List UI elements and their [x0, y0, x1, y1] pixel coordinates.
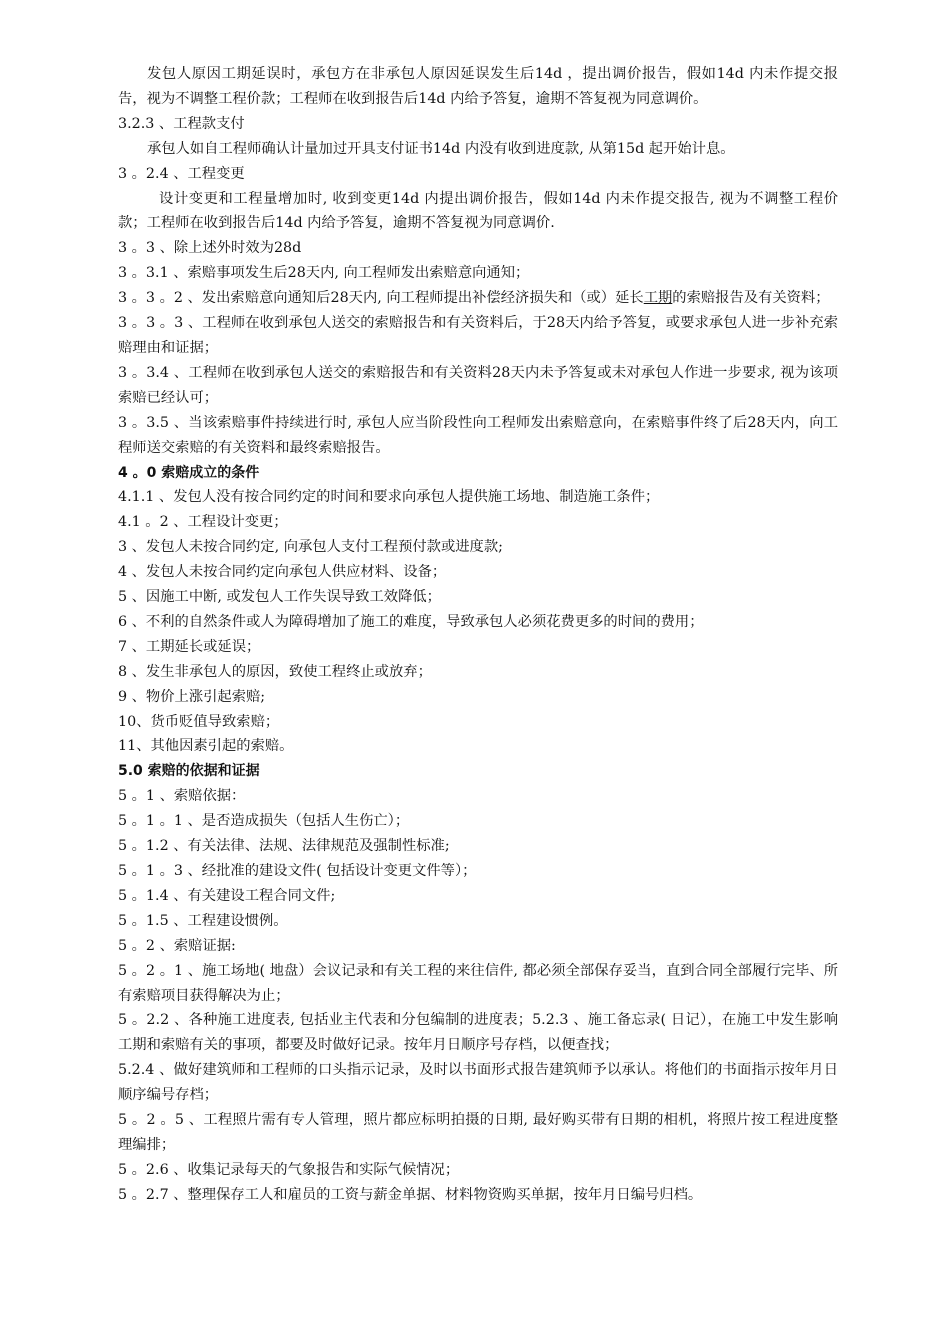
paragraph-design-change: 设计变更和工程量增加时, 收到变更14d 内提出调价报告，假如14d 内未作提交报告, 视为不调整工程价款；工程师在收到报告后14d 内给予答复，逾期不答复视为同意调价.	[118, 190, 838, 232]
evidence-5-2-7: 5 。2.7 、整理保存工人和雇员的工资与薪金单据、材料物资购买单据，按年月日编号归档。	[118, 1186, 703, 1203]
condition-9: 9 、物价上涨引起索赔;	[118, 688, 266, 705]
condition-7: 7 、工期延长或延误；	[118, 638, 261, 655]
basis-5-1-1: 5 。1 。1 、是否造成损失（包括人生伤亡）；	[118, 813, 410, 830]
section-3-3-2	[118, 286, 838, 311]
section-3-3-3: 3 。3 。3 、工程师在收到承包人送交的索赔报告和有关资料后，于28天内给予答复，或要求承包人进一步补充索赔理由和证据；	[118, 315, 838, 356]
document-body	[118, 62, 838, 1208]
paragraph-payment: 承包人如自工程师确认计量加过开具支付证书14d 内没有收到进度款, 从第15d 起开始计息。	[147, 140, 735, 157]
basis-5-1-5: 5 。1.5 、工程建设惯例。	[118, 912, 288, 929]
section-3-3-2-text-a: 3 。3 。2 、发出索赔意向通知后28天内, 向工程师提出补偿经济损失和（或）延长	[118, 290, 644, 307]
section-3-3-2-text-b: 的索赔报告及有关资料；	[672, 290, 830, 307]
basis-5-1-2: 5 。1.2 、有关法律、法规、法律规范及强制性标准;	[118, 838, 450, 855]
condition-4-1-2: 4.1 。2 、工程设计变更；	[118, 514, 288, 531]
condition-8: 8 、发生非承包人的原因，致使工程终止或放弃；	[118, 663, 432, 680]
section-4-heading: 4 。0 索赔成立的条件	[118, 464, 260, 481]
section-3-3-5: 3 。3.5 、当该索赔事件持续进行时, 承包人应当阶段性向工程师发出索赔意向，在索赔事件终了后28天内，向工程师送交索赔的有关资料和最终索赔报告。	[118, 414, 838, 456]
evidence-5-2: 5 。2 、索赔证据:	[118, 937, 236, 954]
section-3-3-4: 3 。3.4 、工程师在收到承包人送交的索赔报告和有关资料28天内未予答复或未对承包人作进一步要求, 视为该项索赔已经认可；	[118, 364, 838, 406]
section-3-3-2-underlined-term: 工期	[643, 290, 673, 307]
basis-5-1-4: 5 。1.4 、有关建设工程合同文件;	[118, 887, 336, 904]
evidence-5-2-2: 5 。2.2 、各种施工进度表, 包括业主代表和分包编制的进度表；5.2.3 、施工备忘录( 日记），在施工中发生影响工期和索赔有关的事项，都要及时做好记录。按年月日顺序号存档，以便查找；	[118, 1012, 838, 1054]
basis-5-1: 5 。1 、索赔依据：	[118, 788, 246, 805]
evidence-5-2-4: 5.2.4 、做好建筑师和工程师的口头指示记录，及时以书面形式报告建筑师予以承认。将他们的书面指示按年月日顺序编号存档；	[118, 1062, 838, 1104]
condition-4: 4 、发包人未按合同约定向承包人供应材料、设备；	[118, 564, 447, 581]
condition-5: 5 、因施工中断, 或发包人工作失误导致工效降低；	[118, 589, 441, 606]
evidence-5-2-6: 5 。2.6 、收集记录每天的气象报告和实际气候情况；	[118, 1161, 460, 1178]
condition-3: 3 、发包人未按合同约定, 向承包人支付工程预付款或进度款;	[118, 539, 503, 556]
condition-6: 6 、不利的自然条件或人为障碍增加了施工的难度，导致承包人必须花费更多的时间的费用；	[118, 613, 704, 630]
condition-11: 11、其他因素引起的索赔。	[118, 738, 294, 755]
condition-4-1-1: 4.1.1 、发包人没有按合同约定的时间和要求向承包人提供施工场地、制造施工条件；	[118, 489, 660, 506]
paragraph-price-adjustment-delay: 发包人原因工期延误时，承包方在非承包人原因延误发生后14d ，提出调价报告，假如14d 内未作提交报告，视为不调整工程价款；工程师在收到报告后14d 内给予答复，逾期不答复视为同意调价。	[118, 66, 838, 107]
section-3-2-4-heading: 3 。2.4 、工程变更	[118, 165, 245, 182]
section-3-2-3-heading: 3.2.3 、工程款支付	[118, 115, 245, 132]
section-3-3: 3 。3 、除上述外时效为28d	[118, 240, 302, 257]
section-5-heading: 5.0 索赔的依据和证据	[118, 763, 260, 780]
basis-5-1-3: 5 。1 。3 、经批准的建设文件( 包括设计变更文件等）；	[118, 863, 477, 879]
condition-10: 10、货币贬值导致索赔；	[118, 713, 280, 730]
evidence-5-2-1: 5 。2 。1 、施工场地( 地盘）会议记录和有关工程的来往信件, 都必须全部保存妥当，直到合同全部履行完毕、所有索赔项目获得解决为止；	[118, 962, 838, 1004]
section-3-3-1: 3 。3.1 、索赔事项发生后28天内, 向工程师发出索赔意向通知；	[118, 265, 530, 282]
evidence-5-2-5: 5 。2 。5 、工程照片需有专人管理，照片都应标明拍摄的日期, 最好购买带有日期的相机，将照片按工程进度整理编排；	[118, 1112, 838, 1153]
